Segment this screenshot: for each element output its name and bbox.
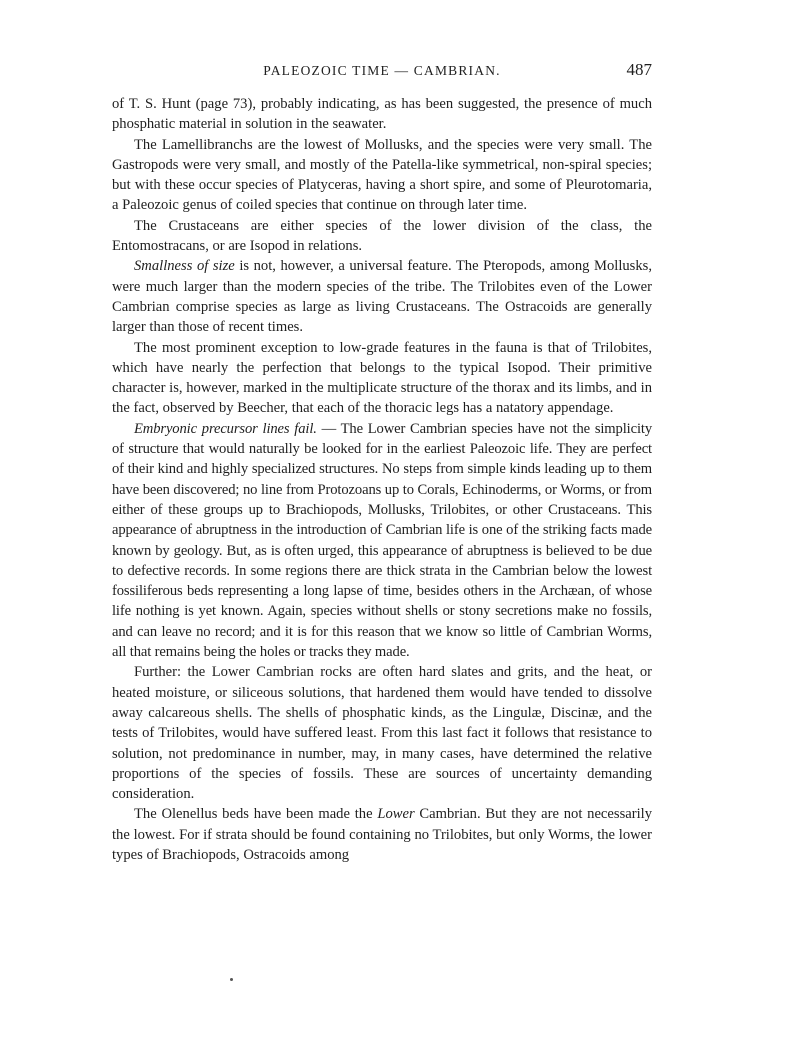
paragraph-continued: of T. S. Hunt (page 73), probably indicating, as has been suggested, the presence of much phosphatic material in solution in the seawater. (112, 96, 652, 133)
paragraph-embryonic-body: — The Lower Cambrian species have not the simplicity of structure that would naturally be looked for in the earliest Paleozoic life. They are perfect of their kind and highly specialized structures. No steps from simple kinds leading up to them have been discovered; no line from Protozoans up to Corals, Echinoderms, or Worms, or from either of these groups up to Brachiopods, Mollusks, Trilobites, or other Crustaceans. This appearance of abruptness in the introduction of Cambrian life is one of the striking facts made known by geology. But, as is often urged, this appearance of abruptness is believed to be due to defective records. In some regions there are thick strata in the Cambrian below the lowest fossiliferous beds representing a long lapse of time, besides others in the Archæan, of whose life nothing is yet known. Again, species without shells or stony secretions make no fossils, and can leave no record; and it is for this reason that we know so little of Cambrian Worms, all that remains being the holes or tracks they made. (112, 420, 652, 661)
paragraph-olenellus-post: Cambrian. But they are not necessarily the lowest. For if strata should be found containing no Trilobites, but only Worms, the lower types of Brachiopods, Ostracoids among (112, 806, 652, 863)
paragraph-trilobites: The most prominent exception to low-grade features in the fauna is that of Trilobites, which have nearly the perfection that belongs to the typical Isopod. Their primitive character is, however, marked in the multiplicate structure of the thorax and its limbs, and in the fact, observed by Beecher, that each of the thoracic legs has a natatory appendage. (112, 339, 652, 417)
italic-lower: Lower (377, 806, 415, 823)
running-head (112, 60, 652, 82)
italic-lead-embryonic: Embryonic precursor lines fail. (134, 420, 317, 437)
body-text (112, 94, 652, 865)
paragraph-lamellibranchs: The Lamellibranchs are the lowest of Mollusks, and the species were very small. The Gastropods were very small, and mostly of the Patella-like symmetrical, non-spiral species; but with these occur species of Platyceras, having a short spire, and some of Pleurotomaria, a Paleozoic genus of coiled species that continue on through later time. (112, 136, 652, 214)
paragraph-smallness-body: is not, however, a universal feature. The Pteropods, among Mollusks, were much larger than the modern species of the tribe. The Trilobites even of the Lower Cambrian comprise species as large as living Crustaceans. The Ostracoids are generally larger than those of recent times. (112, 258, 652, 336)
paragraph-crustaceans: The Crustaceans are either species of the lower division of the class, the Entomostracans, or are Isopod in relations. (112, 217, 652, 255)
running-title: PALEOZOIC TIME — CAMBRIAN. (263, 63, 501, 78)
paragraph-further: Further: the Lower Cambrian rocks are often hard slates and grits, and the heat, or heated moisture, or siliceous solutions, that hardened them would have tended to dissolve away calcareous shells. The shells of phosphatic kinds, as the Lingulæ, Discinæ, and the tests of Trilobites, would have suffered least. From this last fact it follows that resistance to solution, not predominance in number, may, in many cases, have determined the relative proportions of the species of fossils. These are sources of uncertainty demanding consideration. (112, 664, 652, 803)
page-number: 487 (626, 60, 652, 79)
stray-ink-mark (230, 978, 233, 981)
paragraph-embryonic-precursor (112, 419, 652, 663)
paragraph-smallness-of-size (112, 256, 652, 337)
italic-lead-smallness: Smallness of size (134, 258, 235, 275)
paragraph-olenellus-pre: The Olenellus beds have been made the (134, 806, 378, 823)
paragraph-olenellus (112, 804, 652, 865)
